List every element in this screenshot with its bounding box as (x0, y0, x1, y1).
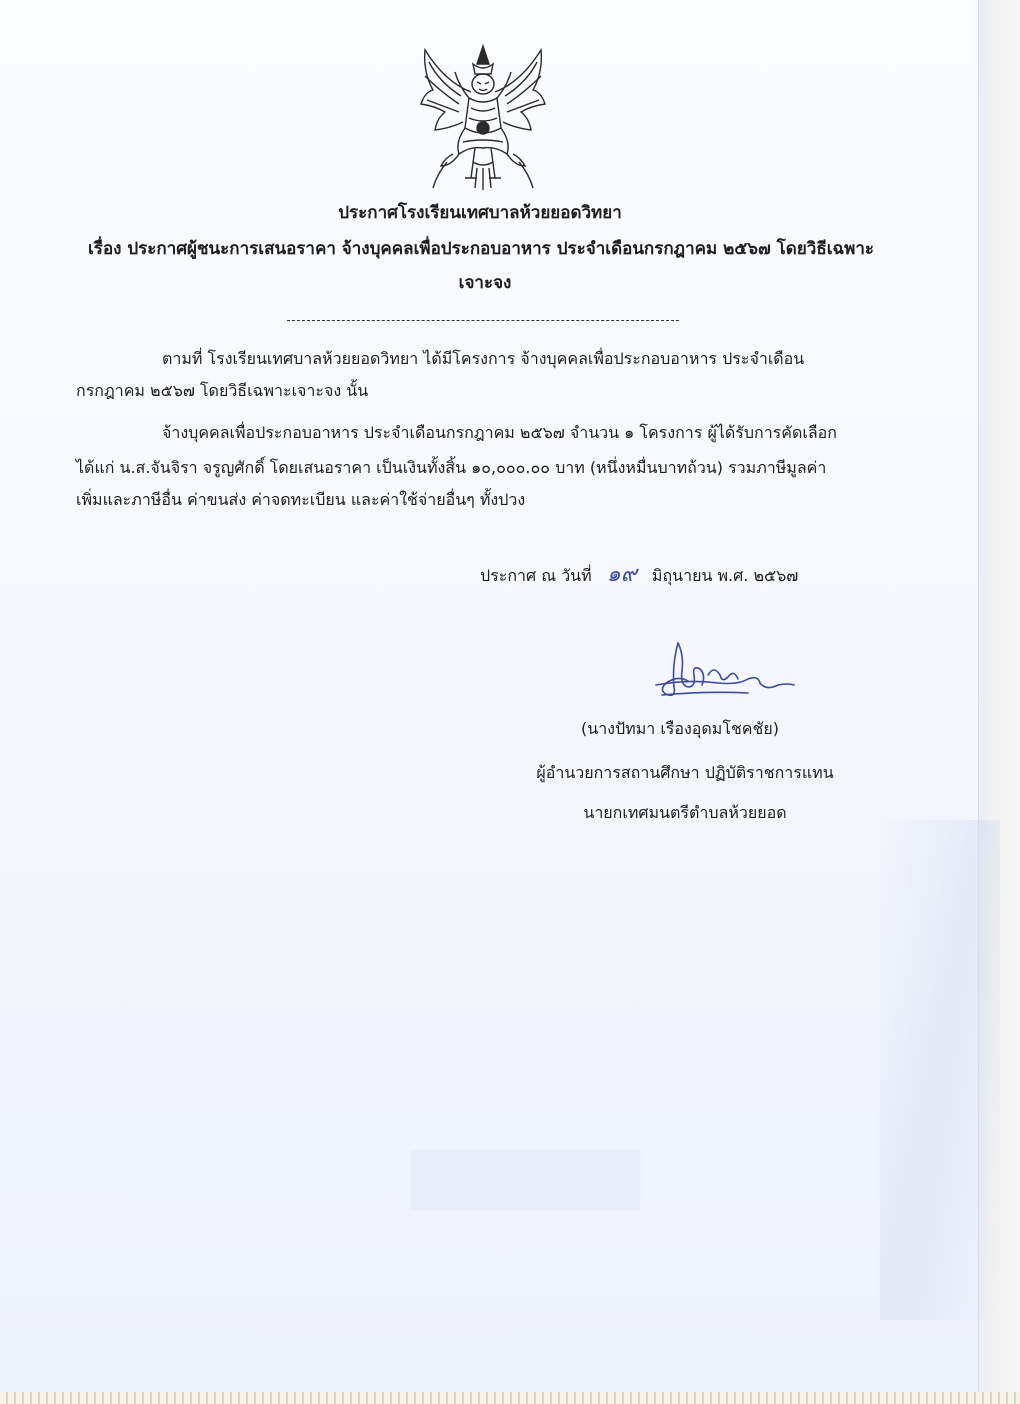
paper-crease (410, 1150, 640, 1210)
announcement-month-year: มิถุนายน พ.ศ. ๒๕๖๗ (651, 566, 799, 585)
dashed-divider (287, 320, 679, 321)
signatory-position: ผู้อำนวยการสถานศึกษา ปฏิบัติราชการแทน (536, 763, 834, 782)
garuda-emblem-icon (415, 42, 551, 192)
paragraph-2-line: เพิ่มและภาษีอื่น ค่าขนส่ง ค่าจดทะเบียน และค่าใช้จ่ายอื่นๆ ทั้งปวง (76, 490, 526, 509)
handwritten-day: ๑๙ (606, 562, 637, 587)
paragraph-2-line: ได้แก่ น.ส.จันจิรา จรูญศักดิ์ โดยเสนอราคา เป็นเงินทั้งสิ้น ๑๐,๐๐๐.๐๐ บาท (หนึ่งหมื่นบาทถ้วน) รวมภาษีมูลค่า (76, 458, 827, 477)
announcement-date (480, 562, 798, 589)
document-subject: เรื่อง ประกาศผู้ชนะการเสนอราคา จ้างบุคคลเพื่อประกอบอาหาร ประจำเดือนกรกฎาคม ๒๕๖๗ โดยวิธีเฉพาะ (88, 239, 875, 259)
paragraph-1-line: กรกฎาคม ๒๕๖๗ โดยวิธีเฉพาะเจาะจง นั้น (76, 381, 369, 400)
signatory-position: นายกเทศมนตรีตำบลห้วยยอด (583, 803, 787, 822)
paragraph-1-line: ตามที่ โรงเรียนเทศบาลห้วยยอดวิทยา ได้มีโครงการ จ้างบุคคลเพื่อประกอบอาหาร ประจำเดือน (162, 349, 805, 368)
page-edge (978, 0, 1020, 1404)
signatory-name: (นางปัทมา เรืองอุดมโชคชัย) (581, 719, 779, 738)
announcement-prefix: ประกาศ ณ วันที่ (480, 566, 592, 585)
paragraph-2-line: จ้างบุคคลเพื่อประกอบอาหาร ประจำเดือนกรกฎาคม ๒๕๖๗ จำนวน ๑ โครงการ ผู้ได้รับการคัดเลือก (162, 423, 837, 442)
signature-icon (648, 635, 798, 707)
scan-edge (0, 1392, 1020, 1404)
document-subject-continued: เจาะจง (458, 273, 512, 293)
document-title: ประกาศโรงเรียนเทศบาลห้วยยอดวิทยา (338, 203, 622, 223)
